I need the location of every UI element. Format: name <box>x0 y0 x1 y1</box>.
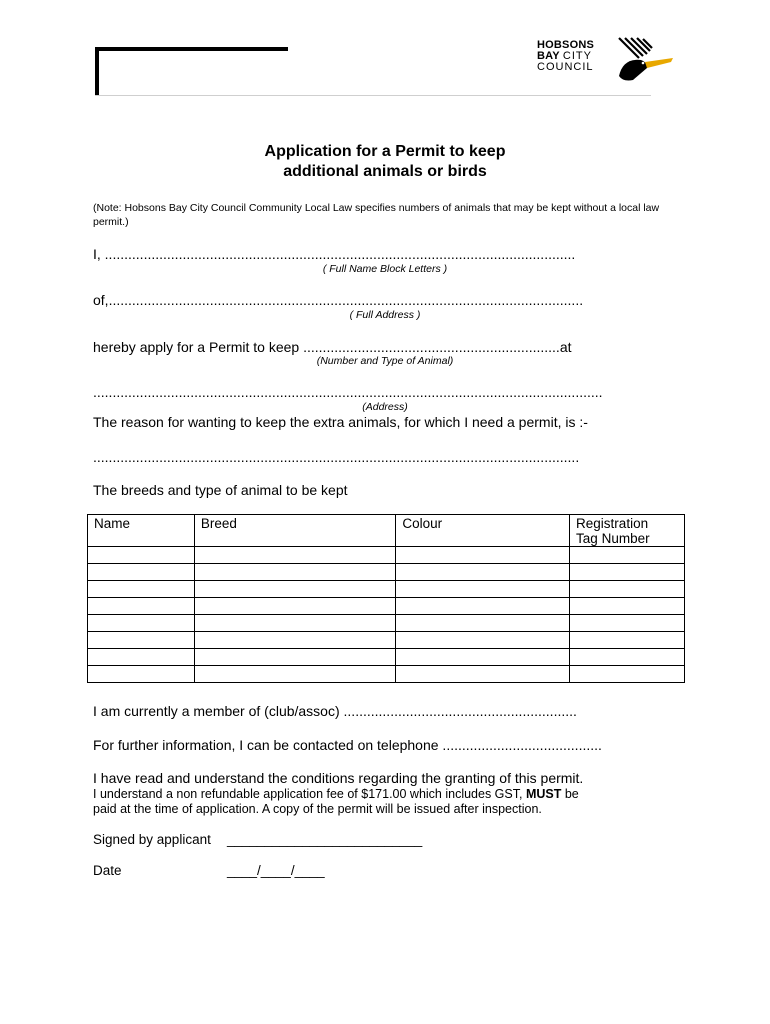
header-colour: Colour <box>396 515 570 547</box>
cell-name[interactable] <box>88 649 195 666</box>
title-line-1: Application for a Permit to keep <box>264 143 506 160</box>
cell-colour[interactable] <box>396 564 570 581</box>
cell-breed[interactable] <box>194 615 396 632</box>
cell-breed[interactable] <box>194 547 396 564</box>
cell-registration[interactable] <box>570 615 685 632</box>
keep-address-caption: (Address) <box>362 401 408 413</box>
table-row <box>88 666 685 683</box>
logo-line-3: COUNCIL <box>537 61 594 73</box>
cell-name[interactable] <box>88 598 195 615</box>
table-row <box>88 598 685 615</box>
club-membership-field[interactable]: I am currently a member of (club/assoc) ............................................................ <box>93 703 577 719</box>
date-field[interactable]: ____/____/____ <box>227 863 325 878</box>
table-row <box>88 564 685 581</box>
animal-number-type-caption: (Number and Type of Animal) <box>316 355 454 367</box>
fee-statement <box>93 787 579 817</box>
cell-breed[interactable] <box>194 632 396 649</box>
logo-bay: BAY <box>537 50 560 62</box>
cell-name[interactable] <box>88 564 195 581</box>
reason-field[interactable]: ............................................................................................................................. <box>93 449 580 465</box>
cell-name[interactable] <box>88 632 195 649</box>
signed-label: Signed by applicant <box>93 832 211 847</box>
logo-text <box>537 40 594 73</box>
cell-colour[interactable] <box>396 547 570 564</box>
cell-name[interactable] <box>88 581 195 598</box>
table-row <box>88 581 685 598</box>
cell-colour[interactable] <box>396 598 570 615</box>
cell-registration[interactable] <box>570 632 685 649</box>
council-logo <box>537 36 677 86</box>
corner-bracket-top <box>95 47 288 51</box>
signature-field[interactable]: __________________________ <box>227 832 423 847</box>
fee-text: I understand a non refundable application fee of $171.00 which includes GST, <box>93 787 526 801</box>
header-reg-line-2: Tag Number <box>576 531 650 546</box>
table-row <box>88 632 685 649</box>
cell-colour[interactable] <box>396 581 570 598</box>
cell-breed[interactable] <box>194 581 396 598</box>
header-breed: Breed <box>194 515 396 547</box>
header-name: Name <box>88 515 195 547</box>
title-line-2: additional animals or birds <box>283 163 487 180</box>
cell-colour[interactable] <box>396 615 570 632</box>
cell-colour[interactable] <box>396 649 570 666</box>
conditions-statement: I have read and understand the conditions regarding the granting of this permit. <box>93 770 584 786</box>
full-name-field[interactable]: I, ......................................................................................................................... <box>93 246 576 262</box>
header-divider <box>95 95 651 96</box>
cell-registration[interactable] <box>570 547 685 564</box>
cell-name[interactable] <box>88 547 195 564</box>
fee-text-line-2: paid at the time of application. A copy of the permit will be issued after inspection. <box>93 802 542 816</box>
cell-registration[interactable] <box>570 564 685 581</box>
note-text: (Note: Hobsons Bay City Council Community Local Law specifies numbers of animals that may be kept without a local law permit.) <box>93 202 660 228</box>
page-title <box>0 142 770 182</box>
table-row <box>88 547 685 564</box>
date-label: Date <box>93 863 122 878</box>
logo-line-1: HOBSONS <box>537 39 595 51</box>
logo-city: CITY <box>562 50 592 62</box>
fee-be-text: be <box>561 787 579 801</box>
cell-name[interactable] <box>88 615 195 632</box>
cell-name[interactable] <box>88 666 195 683</box>
cell-breed[interactable] <box>194 666 396 683</box>
cell-breed[interactable] <box>194 649 396 666</box>
corner-bracket-left <box>95 47 99 96</box>
cell-registration[interactable] <box>570 581 685 598</box>
full-address-caption: ( Full Address ) <box>349 309 421 321</box>
animal-number-type-field[interactable]: hereby apply for a Permit to keep ..................................................................at <box>93 339 572 355</box>
telephone-field[interactable]: For further information, I can be contacted on telephone ......................................... <box>93 737 602 753</box>
fee-must-text: MUST <box>525 787 562 801</box>
table-row <box>88 615 685 632</box>
cell-registration[interactable] <box>570 649 685 666</box>
animals-table <box>87 514 685 683</box>
keep-address-field[interactable]: ................................................................................................................................... <box>93 384 603 400</box>
table-row <box>88 649 685 666</box>
full-address-field[interactable]: of,.......................................................................................................................... <box>93 292 584 308</box>
header-reg-line-1: Registration <box>576 516 649 531</box>
breeds-label: The breeds and type of animal to be kept <box>93 482 348 498</box>
cell-colour[interactable] <box>396 666 570 683</box>
pelican-icon <box>613 36 675 86</box>
cell-breed[interactable] <box>194 598 396 615</box>
header-registration-tag <box>570 515 685 547</box>
table-header-row <box>88 515 685 547</box>
cell-registration[interactable] <box>570 666 685 683</box>
reason-label: The reason for wanting to keep the extra animals, for which I need a permit, is :- <box>93 414 588 430</box>
cell-registration[interactable] <box>570 598 685 615</box>
full-name-caption: ( Full Name Block Letters ) <box>322 263 448 275</box>
cell-breed[interactable] <box>194 564 396 581</box>
cell-colour[interactable] <box>396 632 570 649</box>
